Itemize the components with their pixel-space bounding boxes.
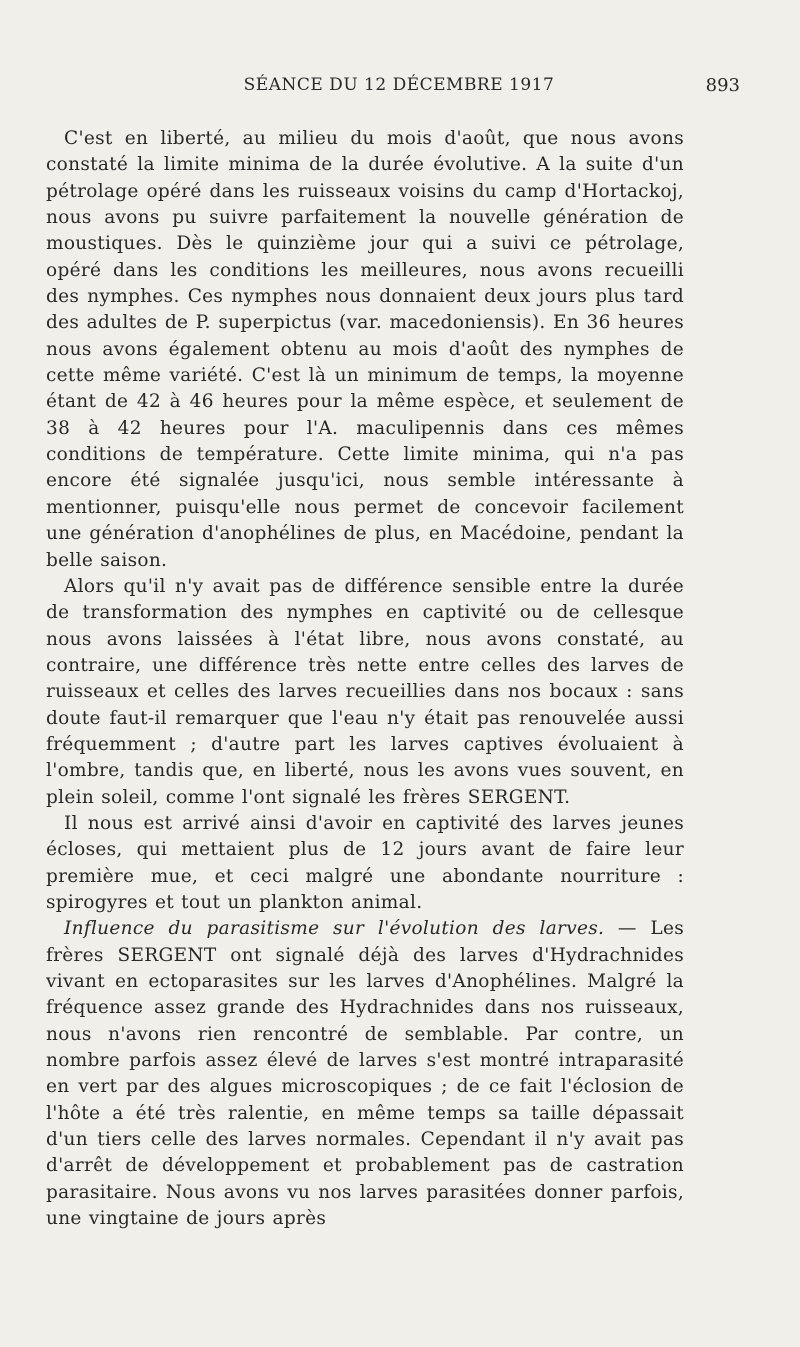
paragraph-2: Alors qu'il n'y avait pas de différence sensible entre la durée de transformation des nymphes en captivité ou de cellesque nous avons laissées à l'état libre, nous avons constaté, au contraire, une différence très nette entre celles des larves de ruisseaux et celles des larves recueillies dans nos bocaux : sans doute faut-il remarquer que l'eau n'y était pas renouvelée aussi fréquemment ; d'autre part les larves captives évoluaient à l'ombre, tandis que, en liberté, nous les avons vues souvent, en plein soleil, comme l'ont signalé les frères SERGENT. (46, 575, 684, 808)
paragraph-3: Il nous est arrivé ainsi d'avoir en captivité des larves jeunes écloses, qui mettaient plus de 12 jours avant de faire leur première mue, et ceci malgré une abondante nourriture : spirogyres et tout un plankton animal. (46, 812, 684, 913)
paragraph-4-text: — Les frères SERGENT ont signalé déjà des larves d'Hydrachnides vivant en ectoparasites sur les larves d'Anophélines. Malgré la fréquence assez grande des Hydrachnides dans nos ruisseaux, nous n'avons rien rencontré de semblable. Par contre, un nombre parfois assez élevé de larves s'est montré intraparasité en vert par des algues microscopiques ; de ce fait l'éclosion de l'hôte a été très ralentie, en même temps sa taille dépassait d'un tiers celle des larves normales. Cependant il n'y avait pas d'arrêt de développement et probablement pas de castration parasitaire. Nous avons vu nos larves parasitées donner parfois, une vingtaine de jours après (46, 918, 684, 1230)
section-heading: Influence du parasitisme sur l'évolution des larves. (64, 918, 605, 940)
paragraph-4 (46, 916, 684, 1232)
running-head (46, 75, 752, 105)
running-title: SÉANCE DU 12 DÉCEMBRE 1917 (243, 75, 555, 95)
body-text (46, 126, 684, 1232)
page-number: 893 (705, 75, 740, 96)
paragraph-1: C'est en liberté, au milieu du mois d'août, que nous avons constaté la limite minima de la durée évolutive. A la suite d'un pétrolage opéré dans les ruisseaux voisins du camp d'Hortackoj, nous avons pu suivre parfaitement la nouvelle génération de moustiques. Dès le quinzième jour qui a suivi ce pétrolage, opéré dans les conditions les meilleures, nous avons recueilli des nymphes. Ces nymphes nous donnaient deux jours plus tard des adultes de P. superpictus (var. macedoniensis). En 36 heures nous avons également obtenu au mois d'août des nymphes de cette même variété. C'est là un minimum de temps, la moyenne étant de 42 à 46 heures pour la même espèce, et seulement de 38 à 42 heures pour l'A. maculipennis dans ces mêmes conditions de température. Cette limite minima, qui n'a pas encore été signalée jusqu'ici, nous semble intéressante à mentionner, puisqu'elle nous permet de concevoir facilement une génération d'anophélines de plus, en Macédoine, pendant la belle saison. (46, 128, 684, 571)
